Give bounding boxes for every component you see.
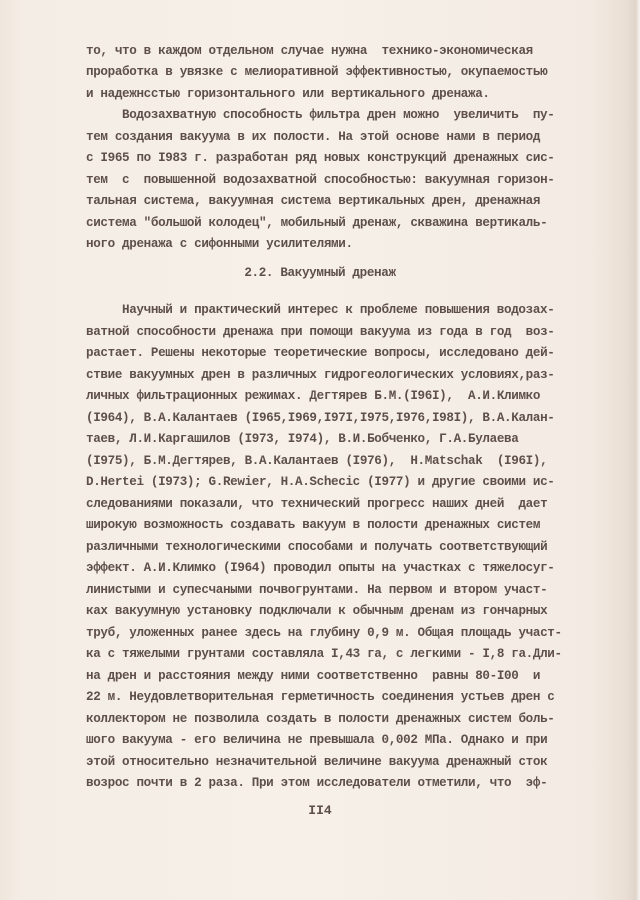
- text-line: ках вакуумную установку подключали к обычным дренам из гончарных: [86, 604, 548, 618]
- text-line: ного дренажа с сифонными усилителями.: [86, 237, 353, 251]
- text-line: широкую возможность создавать вакуум в полости дренажных систем: [86, 518, 541, 532]
- text-line: и надежнсстью горизонтального или вертикального дренажа.: [86, 87, 490, 101]
- text-line: растает. Решены некоторые теоретические вопросы, исследовано дей-: [86, 346, 555, 360]
- text-line: ватной способности дренажа при помощи вакуума из года в год воз-: [86, 325, 555, 339]
- text-line: то, что в каждом отдельном случае нужна технико-экономическая: [86, 44, 533, 58]
- text-line: тем с повышенной водозахватной способностью: вакуумная горизон-: [86, 173, 555, 187]
- text-line: проработка в увязке с мелиоративной эффективностью, окупаемостью: [86, 65, 548, 79]
- text-line: следованиями показали, что технический прогресс наших дней дает: [86, 497, 548, 511]
- text-line: D.Hertei (I973); G.Rewier, H.A.Schecic (I977) и другие своими ис-: [86, 475, 555, 489]
- text-line: возрос почти в 2 раза. При этом исследователи отметили, что эф-: [86, 776, 548, 790]
- text-line: Научный и практический интерес к проблеме повышения водозах-: [122, 303, 555, 317]
- text-line: система "большой колодец", мобильный дренаж, скважина вертикаль-: [86, 216, 548, 230]
- text-line: различными технологическими способами и получать соответствующий: [86, 540, 548, 554]
- text-line: эффект. А.И.Климко (I964) проводил опыты на участках с тяжелосуг-: [86, 561, 555, 575]
- text-line: ка с тяжелыми грунтами составляла I,43 га, с легкими - I,8 га.Дли-: [86, 647, 562, 661]
- text-line: тальная система, вакуумная система вертикальных дрен, дренажная: [86, 194, 541, 208]
- text-line: труб, уложенных ранее здесь на глубину 0,9 м. Общая площадь участ-: [86, 626, 562, 640]
- page-number: II4: [308, 803, 332, 818]
- text-line: линистыми и супесчаными почвогрунтами. На первом и втором участ-: [86, 583, 548, 597]
- text-line: коллектором не позволила создать в полости дренажных систем боль-: [86, 712, 555, 726]
- section-heading: 2.2. Вакуумный дренаж: [244, 266, 396, 280]
- text-line: с I965 по I983 г. разработан ряд новых конструкций дренажных сис-: [86, 151, 555, 165]
- text-line: (I964), В.А.Калантаев (I965,I969,I97I,I975,I976,I98I), В.А.Калан-: [86, 411, 555, 425]
- text-line: на дрен и расстояния между ними соответственно равны 80-I00 и: [86, 669, 541, 683]
- text-line: 22 м. Неудовлетворительная герметичность соединения устьев дрен с: [86, 690, 555, 704]
- text-line: ствие вакуумных дрен в различных гидрогеологических условиях,раз-: [86, 368, 555, 382]
- text-line: шого вакуума - его величина не превышала 0,002 МПа. Однако и при: [86, 733, 548, 747]
- text-line: личных фильтрационных режимах. Дегтярев Б.М.(I96I), А.И.Климко: [86, 389, 541, 403]
- text-line: тем создания вакуума в их полости. На этой основе нами в период: [86, 130, 541, 144]
- text-line: Водозахватную способность фильтра дрен можно увеличить пу-: [122, 108, 555, 122]
- text-line: таев, Л.И.Каргашилов (I973, I974), В.И.Бобченко, Г.А.Булаева: [86, 432, 519, 446]
- text-line: (I975), Б.М.Дегтярев, В.А.Калантаев (I976), H.Matschak (I96I),: [86, 454, 548, 468]
- text-line: этой относительно незначительной величине вакуума дренажный сток: [86, 755, 548, 769]
